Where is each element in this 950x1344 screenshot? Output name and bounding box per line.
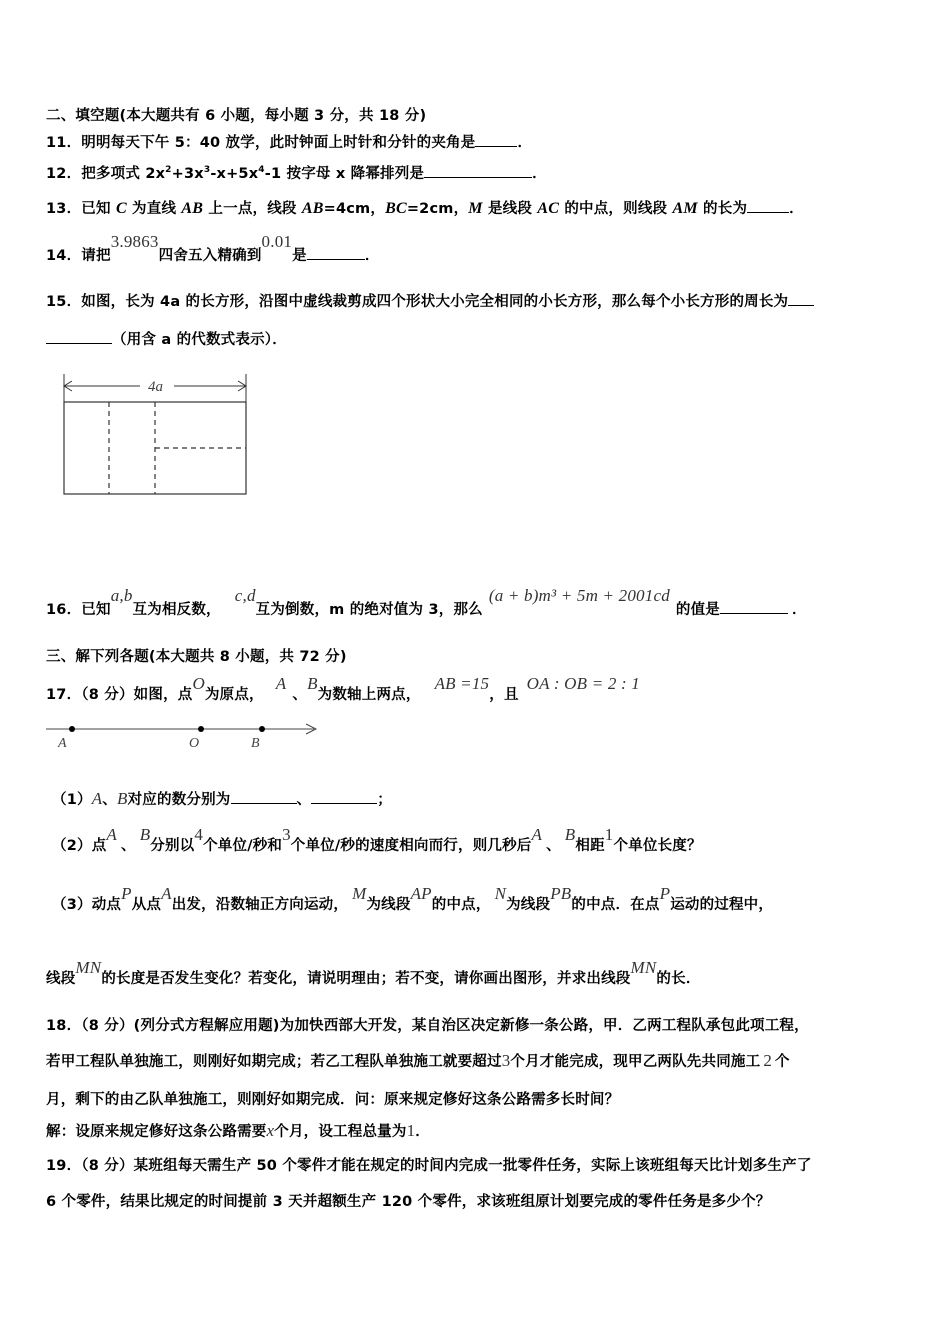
q17p2-b2: B <box>564 825 576 844</box>
q17-t3: 为数轴上两点， <box>317 687 421 703</box>
q17-ratio: OA : OB = 2 : 1 <box>526 674 640 693</box>
q18-one: 1 <box>406 1121 416 1140</box>
q12-end: ． <box>532 166 547 182</box>
q17p1-sep2: 、 <box>296 792 312 808</box>
q17p3-mn: MN <box>75 958 102 977</box>
q18-line2b: 个月才能完成，现甲乙两队先共同施工 <box>510 1054 761 1070</box>
q11-text: 11．明明每天下午 5：40 放学，此时钟面上时针和分针的夹角是 <box>46 135 476 151</box>
q17p2-t6: 个单位长度？ <box>613 838 702 854</box>
q14-precision: 0.01 <box>261 232 293 251</box>
q17-point-b: B <box>307 674 318 693</box>
question-15-line1 <box>46 290 814 311</box>
q14-t3: 是 <box>292 248 307 264</box>
q16-t4: 的值是 <box>675 602 721 618</box>
q17p2-four: 4 <box>194 825 204 844</box>
q17p2-one: 1 <box>604 825 614 844</box>
q17p3-p2: P <box>659 884 671 903</box>
question-13 <box>46 197 804 218</box>
q12-text-d: -1 按字母 x 降幂排列是 <box>264 166 425 182</box>
label-o: O <box>189 736 200 751</box>
q17-number-line <box>44 716 324 756</box>
q14-t2: 四舍五入精确到 <box>158 248 262 264</box>
question-19-line2: 6 个零件，结果比规定的时间提前 3 天并超额生产 120 个零件，求该班组原计划要完成的零件任务是多少个？ <box>46 1194 771 1210</box>
q17p3-t1: （3）动点 <box>52 897 122 913</box>
q12-text-c: -x+5x <box>210 166 259 182</box>
q17p3-a: A <box>161 884 172 903</box>
q15-text-2: （用含 a 的代数式表示）． <box>112 332 287 348</box>
q17p3-n: N <box>494 884 507 903</box>
question-17-part3-line2 <box>46 958 701 988</box>
question-12 <box>46 162 547 183</box>
q12-text-a: 12．把多项式 2x <box>46 166 166 182</box>
q14-number: 3.9863 <box>110 232 159 251</box>
question-18-solution <box>46 1120 430 1141</box>
question-14 <box>46 232 380 265</box>
point-a-dot <box>69 726 75 732</box>
q11-end: ． <box>517 135 533 151</box>
q16-end: ． <box>792 602 807 618</box>
q13-t2: 为直线 <box>126 201 182 217</box>
q13-t5: =2cm， <box>406 201 469 217</box>
q17p3-p: P <box>121 884 132 903</box>
q13-t3: 上一点，线段 <box>203 201 302 217</box>
q18-sol-b: 个月，设工程总量为 <box>274 1124 407 1140</box>
q17p2-sep: 、 <box>120 838 136 854</box>
q14-t1: 14．请把 <box>46 248 111 264</box>
q17p2-t1: （2）点 <box>52 838 107 854</box>
q12-text-b: +3x <box>171 166 204 182</box>
question-17 <box>46 674 640 704</box>
q12-exp4: 4 <box>258 165 265 176</box>
question-15-line2 <box>46 328 287 349</box>
q17p3-mn2: MN <box>630 958 657 977</box>
q17-t2: 为原点， <box>204 687 264 703</box>
q17p1-t1: （1） <box>52 792 92 808</box>
q13-segment-ab: AB <box>301 200 324 217</box>
q12-answer-blank[interactable] <box>424 165 532 178</box>
q13-t4: =4cm， <box>323 201 386 217</box>
q17p1-end: ； <box>377 792 392 808</box>
q16-t2: 互为相反数， <box>132 602 221 618</box>
dimension-label-4a: 4a <box>148 379 163 395</box>
q13-point-c: C <box>115 200 127 217</box>
question-11 <box>46 131 532 152</box>
q17p2-a2: A <box>531 825 543 844</box>
q13-line-ab: AB <box>181 200 204 217</box>
q13-t8: 的长为 <box>697 201 748 217</box>
q17p3-t7: 的中点．在点 <box>571 897 660 913</box>
q17p3-t8: 运动的过程中， <box>670 897 774 913</box>
q17p3-l2-t1: 线段 <box>46 971 76 987</box>
q17p3-pb: PB <box>550 884 572 903</box>
q13-t7: 的中点，则线段 <box>559 201 673 217</box>
q13-t1: 13．已知 <box>46 201 116 217</box>
q17p1-blank-a[interactable] <box>231 791 297 804</box>
point-o-dot <box>198 726 204 732</box>
section3-title: 三、解下列各题(本大题共 8 小题，共 72 分) <box>46 649 347 665</box>
q15-rectangle-figure <box>58 372 254 500</box>
q17p2-sep2: 、 <box>546 838 561 854</box>
q17-sep: 、 <box>292 687 308 703</box>
question-18-line3: 月，剩下的由乙队单独施工，则刚好如期完成．问：原来规定修好这条公路需多长时间？ <box>46 1092 620 1108</box>
q13-end: ． <box>789 201 804 217</box>
q18-three: 3 <box>501 1051 511 1070</box>
q17p1-t2: 对应的数分别为 <box>127 792 231 808</box>
q17p2-t5: 相距 <box>575 838 605 854</box>
q17p2-a: A <box>106 825 117 844</box>
q18-sol-c: ． <box>415 1124 430 1140</box>
q16-t3: 互为倒数，m 的绝对值为 3，那么 <box>255 602 483 618</box>
q16-expression: (a + b)m³ + 5m + 2001cd <box>488 586 670 605</box>
q15-answer-blank-a[interactable] <box>788 293 814 306</box>
q17p3-t5: 的中点， <box>431 897 491 913</box>
q18-line2c: 个 <box>775 1054 790 1070</box>
q17p3-m: M <box>352 884 367 903</box>
q17-point-a: A <box>275 674 287 693</box>
q17p2-t3: 个单位/秒和 <box>203 838 283 854</box>
q17p3-t4: 为线段 <box>366 897 411 913</box>
label-b: B <box>251 736 260 751</box>
q13-segment-am: AM <box>672 200 698 217</box>
q14-answer-blank[interactable] <box>307 247 365 260</box>
question-18-line1: 18．（8 分）(列分式方程解应用题)为加快西部大开发，某自治区决定新修一条公路，甲．乙两工程队承包此项工程， <box>46 1018 809 1034</box>
q17p3-t2: 从点 <box>131 897 162 913</box>
q17p2-b: B <box>139 825 151 844</box>
q18-two: 2 <box>763 1051 773 1070</box>
q18-sol-a: 解：设原来规定修好这条公路需要 <box>46 1124 267 1140</box>
q17p3-l2-t3: 的长． <box>656 971 701 987</box>
q14-end: ． <box>364 248 380 264</box>
label-a: A <box>58 736 67 751</box>
q12-exp3: 3 <box>203 165 211 176</box>
q17-t4: ，且 <box>489 687 519 703</box>
question-18-line2 <box>46 1050 790 1071</box>
q12-exp2: 2 <box>165 165 172 176</box>
point-b-dot <box>259 726 265 732</box>
question-17-part2 <box>52 825 702 855</box>
q16-cd: c,d <box>234 586 256 605</box>
q13-segment-bc: BC <box>385 200 407 217</box>
q17p2-t2: 分别以 <box>150 838 195 854</box>
q18-x: x <box>266 1121 275 1140</box>
q15-text-1: 15．如图，长为 4a 的长方形，沿图中虚线裁剪成四个形状大小完全相同的小长方形，那么每个小长方形的周长为 <box>46 294 789 310</box>
q16-t1: 16．已知 <box>46 602 111 618</box>
q18-line2a: 若甲工程队单独施工，则刚好如期完成；若乙工程队单独施工就要超过 <box>46 1054 502 1070</box>
q17-point-o: O <box>192 674 205 693</box>
q17p3-t3: 出发，沿数轴正方向运动， <box>171 897 349 913</box>
q16-ab: a,b <box>110 586 133 605</box>
question-19-line1: 19．（8 分）某班组每天需生产 50 个零件才能在规定的时间内完成一批零件任务，实际上该班组每天比计划多生产了 <box>46 1158 812 1174</box>
q17p1-b: B <box>117 789 128 808</box>
q16-answer-blank[interactable] <box>720 601 788 614</box>
q13-answer-blank[interactable] <box>747 200 789 213</box>
section2-title: 二、填空题(本大题共有 6 小题，每小题 3 分，共 18 分) <box>46 108 427 124</box>
q15-answer-blank-b[interactable] <box>46 331 112 344</box>
question-16 <box>46 586 807 619</box>
q11-answer-blank[interactable] <box>475 134 517 147</box>
q17-ab-length: AB =15 <box>434 674 490 693</box>
q17p2-t4: 个单位/秒的速度相向而行，则几秒后 <box>290 838 532 854</box>
q13-point-m: M <box>468 200 483 217</box>
q17p3-ap: AP <box>410 884 432 903</box>
q17p1-a: A <box>91 789 103 808</box>
q17p3-l2-t2: 的长度是否发生变化？若变化，请说明理由；若不变，请你画出图形，并求出线段 <box>101 971 631 987</box>
question-17-part3-line1 <box>52 884 774 914</box>
q17p1-sep: 、 <box>102 792 117 808</box>
q17-t1: 17．（8 分）如图，点 <box>46 687 193 703</box>
q17p3-t6: 为线段 <box>506 897 551 913</box>
q17p2-three: 3 <box>282 825 291 844</box>
q17p1-blank-b[interactable] <box>311 791 377 804</box>
q13-t6: 是线段 <box>482 201 538 217</box>
question-17-part1 <box>52 788 392 809</box>
q13-segment-ac: AC <box>537 200 560 217</box>
